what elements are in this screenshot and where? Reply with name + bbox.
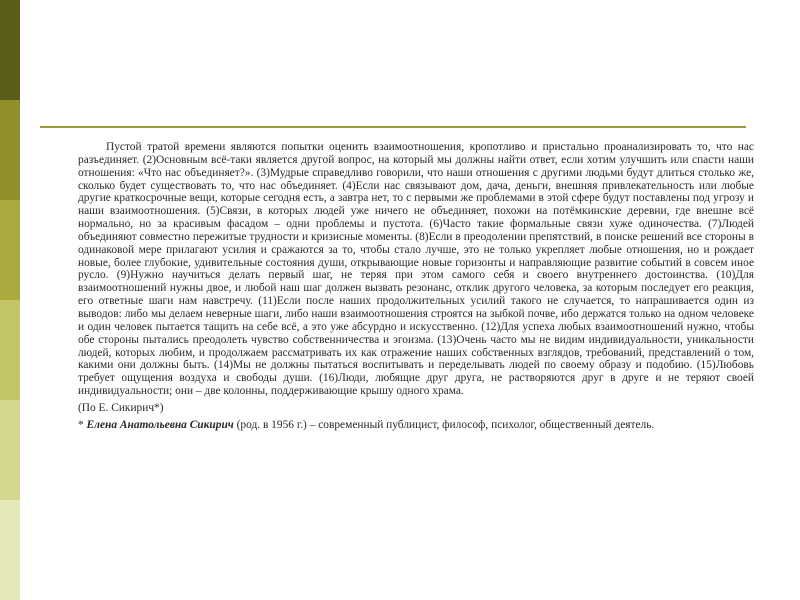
- decor-stripe-5: [0, 400, 20, 500]
- footnote-marker: *: [78, 418, 87, 431]
- slide-text: [78, 141, 754, 432]
- decor-stripe-2: [0, 100, 20, 200]
- decor-stripe-3: [0, 200, 20, 300]
- title-divider: [40, 126, 746, 128]
- footnote-description: (род. в 1956 г.) – современный публицист, философ, психолог, общественный деятель.: [233, 418, 655, 431]
- footnote: [78, 419, 754, 432]
- decor-stripe-1: [0, 0, 20, 100]
- footnote-author-name: Елена Анатольевна Сикирич: [86, 418, 234, 431]
- decor-stripe-6: [0, 500, 20, 600]
- main-paragraph: Пустой тратой времени являются попытки оценить взаимоотношения, кропотливо и пристально проанализировать то, что нас разъединяет. (2)Основным всё-таки является другой вопрос, на который мы должны найти ответ, если хотим улучшить или спасти наши отношения: «Что нас объединяет?». (3)Мудрые справедливо говорили, что наши отношения с другими людьми будут длиться столько же, сколько будет существовать то, что нас объединяет. (4)Если нас связывают дом, дача, деньги, внешняя привлекательность или любые другие краткосрочные вещи, которые сегодня есть, а завтра нет, то с первыми же проблемами в этой сфере будут поставлены под угрозу и наши взаимоотношения. (5)Связи, в которых людей уже ничего не объединяет, похожи на потёмкинские деревни, где внешне всё нормально, но за красивым фасадом – одни проблемы и пустота. (6)Часто такие формальные связи хуже одиночества. (7)Людей объединяют совместно пережитые трудности и кризисные моменты. (8)Если в преодолении препятствий, в поиске решений все стороны в одинаковой мере прилагают усилия и сражаются за то, чтобы стало лучше, это не только укрепляет любые отношения, но и рождает новые, более глубокие, удивительные состояния души, открывающие новые горизонты и направляющие развитие событий в совсем иное русло. (9)Нужно научиться делать первый шаг, не теряя при этом самого себя и своего внутреннего достоинства. (10)Для взаимоотношений нужны двое, и любой наш шаг должен вызвать резонанс, отклик другого человека, за которым последует его реакция, его ответные шаги нам навстречу. (11)Если после наших продолжительных усилий такого не случается, то напрашивается один из выводов: либо мы делаем неверные шаги, либо наши взаимоотношения строятся на зыбкой почве, ибо держатся только на одном человеке и один человек пытается тащить на себе всё, а это уже абсурдно и искусственно. (12)Для успеха любых взаимоотношений нужно, чтобы обе стороны пытались преодолеть чувство собственничества и эгоизма. (13)Очень часто мы не видим индивидуальности, уникальности людей, которых любим, и продолжаем рассматривать их как отражение наших собственных взглядов, требований, представлений о том, какими они должны быть. (14)Мы не должны пытаться воспитывать и переделывать людей по своему образу и подобию. (15)Любовь требует ощущения воздуха и свободы души. (16)Люди, любящие друг друга, не растворяются друг в друге и не теряют своей индивидуальности; они – две колонны, поддерживающие крышу одного храма.: [78, 141, 754, 398]
- author-attribution: (По Е. Сикирич*): [78, 401, 164, 414]
- decor-stripe-4: [0, 300, 20, 400]
